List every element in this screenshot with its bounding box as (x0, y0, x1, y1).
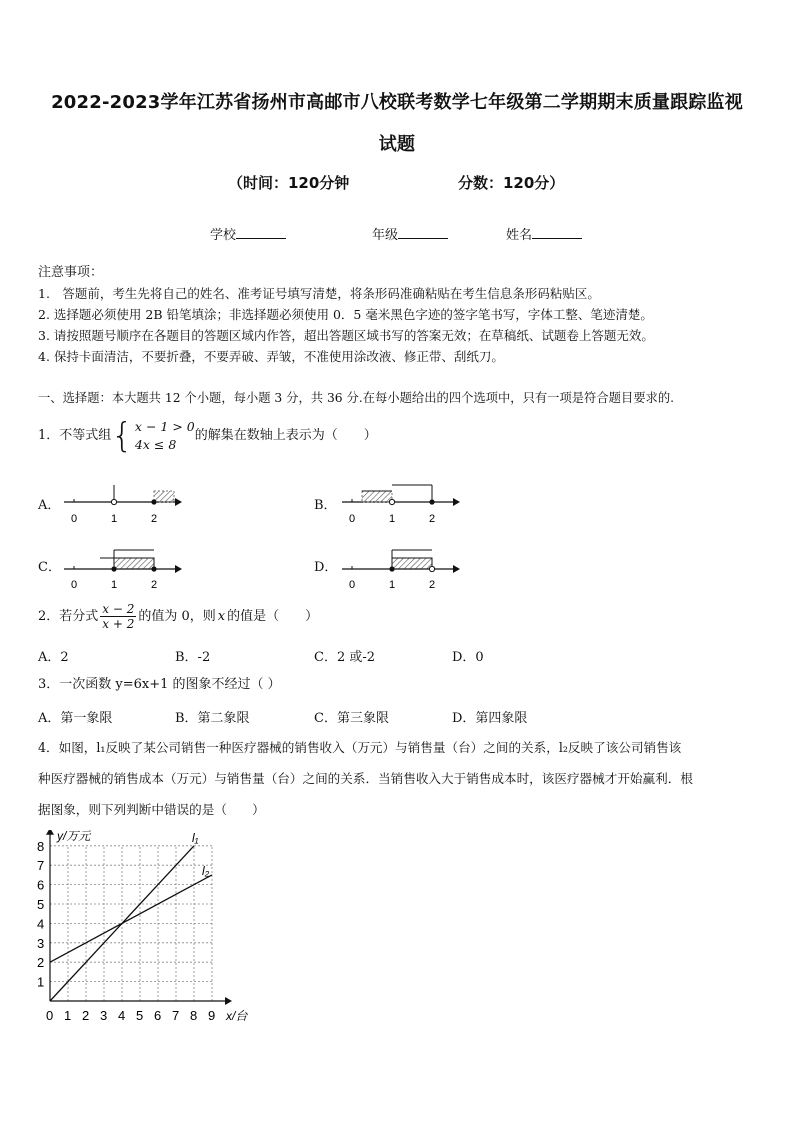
q1-inequality-system (111, 418, 194, 454)
q3-option-b[interactable]: B．第二象限 (175, 711, 250, 726)
tick-label: 2 (429, 513, 436, 525)
grade-label: 年级 (372, 228, 399, 243)
series-label-1: l₁ (192, 830, 199, 845)
q2-fraction (100, 602, 136, 631)
x-tick-label: 7 (172, 1008, 180, 1023)
y-axis-label: y/万元 (57, 830, 91, 843)
tick-label: 1 (111, 579, 118, 590)
notes-heading: 注意事项： (38, 265, 104, 280)
shaded-region (392, 558, 432, 569)
shaded-region (154, 491, 174, 502)
solid-dot (151, 499, 156, 504)
school-blank[interactable] (236, 226, 286, 239)
note-item-1: 1. 答题前，考生先将自己的姓名、准考证号填写清楚，将条形码准确粘贴在考生信息条形码粘贴区。 (38, 286, 600, 301)
solid-dot (389, 566, 394, 571)
q2-mid: 的值为 0，则 (138, 608, 216, 624)
tick-label: 1 (111, 513, 118, 525)
x-tick-label: 5 (136, 1008, 144, 1023)
q2-denominator: x + 2 (102, 617, 135, 631)
q1-option-d-label[interactable]: D． (314, 560, 338, 575)
grade-field (372, 224, 448, 243)
tick-label: 0 (349, 579, 356, 590)
note-item-2: 2. 选择题必须使用 2B 铅笔填涂；非选择题必须使用 0．5 毫米黑色字迹的签字笔书写，字体工整、笔迹清楚。 (38, 307, 653, 322)
q1-ineq-1: x − 1 > 0 (134, 419, 195, 434)
series-label-2: l₂ (202, 863, 210, 878)
series-line-2 (50, 875, 212, 962)
tick-label: 1 (389, 513, 396, 525)
y-tick-label: 2 (37, 955, 45, 971)
school-field (210, 224, 286, 243)
q3-option-c[interactable]: C．第三象限 (314, 711, 389, 726)
y-tick-label: 5 (37, 897, 45, 912)
q2-var: x (217, 608, 226, 624)
arrow-icon (453, 498, 460, 506)
q3-option-a[interactable]: A．第一象限 (38, 711, 113, 726)
name-label: 姓名 (506, 228, 533, 243)
q1-prefix: 1．不等式组 (38, 428, 112, 443)
x-tick-label: 0 (46, 1008, 54, 1023)
grade-blank[interactable] (398, 226, 448, 239)
q2-suffix: 的值是（ ） (227, 608, 319, 624)
q3-option-d[interactable]: D．第四象限 (452, 711, 528, 726)
y-axis-arrow-icon (46, 830, 54, 835)
question-2-stem (38, 602, 318, 631)
x-tick-label: 2 (82, 1008, 90, 1023)
q1-suffix: 的解集在数轴上表示为（ ） (194, 428, 377, 443)
exam-score: 分数：120分） (458, 174, 565, 192)
y-tick-label: 1 (37, 974, 45, 990)
x-tick-label: 3 (100, 1008, 108, 1023)
tick-label: 2 (151, 513, 158, 525)
name-blank[interactable] (532, 226, 582, 239)
q2-prefix: 2．若分式 (38, 608, 99, 624)
tick-label: 2 (151, 579, 158, 590)
arrow-icon (175, 565, 182, 573)
q2-option-d[interactable]: D．0 (452, 650, 484, 665)
question-4-line-1: 4．如图，l₁反映了某公司销售一种医疗器械的销售收入（万元）与销售量（台）之间的关系，l₂反映了该公司销售该 (38, 740, 682, 755)
q2-option-b[interactable]: B．-2 (175, 650, 211, 665)
section-heading: 一、选择题：本大题共 12 个小题，每小题 3 分，共 36 分.在每小题给出的四个选项中，只有一项是符合题目要求的. (38, 391, 675, 405)
tick-label: 0 (71, 513, 78, 525)
tick-label: 2 (429, 579, 436, 590)
x-tick-label: 8 (190, 1008, 198, 1023)
x-tick-label: 6 (154, 1008, 162, 1023)
solid-dot (111, 566, 116, 571)
q2-option-c[interactable]: C．2 或-2 (314, 650, 376, 665)
solid-dot (429, 499, 434, 504)
note-item-3: 3. 请按照题号顺序在各题目的答题区域内作答，超出答题区域书写的答案无效；在草稿纸、试题卷上答题无效。 (38, 328, 654, 343)
page-title-line2: 试题 (378, 134, 416, 155)
school-label: 学校 (210, 228, 237, 243)
y-tick-label: 3 (37, 935, 45, 951)
q1-option-b-numberline (338, 482, 468, 528)
arrow-icon (453, 565, 460, 573)
q1-ineq-2: 4x ≤ 8 (134, 437, 177, 452)
q4-chart (30, 830, 260, 1056)
open-dot (429, 566, 434, 571)
arrow-icon (175, 498, 182, 506)
question-3-stem: 3．一次函数 y=6x+1 的图象不经过（ ） (38, 677, 281, 692)
note-item-4: 4. 保持卡面清洁，不要折叠，不要弄破、弄皱，不准使用涂改液、修正带、刮纸刀。 (38, 349, 504, 364)
solid-dot (151, 566, 156, 571)
q1-option-a-numberline (60, 482, 190, 528)
q1-option-b-label[interactable]: B． (314, 498, 337, 513)
tick-label: 0 (71, 579, 78, 590)
question-1-stem (38, 418, 377, 454)
question-4-line-2: 种医疗器械的销售成本（万元）与销售量（台）之间的关系．当销售收入大于销售成本时，该医疗器械才开始赢利．根 (38, 771, 693, 786)
open-dot (389, 499, 394, 504)
exam-time: （时间：120分钟 (228, 174, 350, 192)
x-tick-label: 1 (64, 1008, 72, 1023)
tick-label: 1 (389, 579, 396, 590)
q2-option-a[interactable]: A．2 (38, 650, 69, 665)
y-tick-label: 6 (37, 877, 45, 893)
q1-option-d-numberline (338, 544, 468, 590)
x-axis-label: x/台 (226, 1009, 248, 1023)
brace-icon: { (111, 416, 133, 456)
shaded-region (114, 558, 154, 569)
name-field (506, 224, 582, 243)
question-4-line-3: 据图象，则下列判断中错误的是（ ） (38, 802, 265, 817)
q2-numerator: x − 2 (102, 602, 135, 616)
x-tick-label: 9 (208, 1008, 216, 1023)
open-dot (111, 499, 116, 504)
x-tick-label: 4 (118, 1008, 126, 1023)
q1-option-c-label[interactable]: C． (38, 560, 61, 575)
q1-option-a-label[interactable]: A． (38, 498, 61, 513)
x-axis-arrow-icon (225, 997, 232, 1005)
shaded-region (362, 491, 392, 502)
tick-label: 0 (349, 513, 356, 525)
y-tick-label: 7 (37, 858, 45, 874)
q1-option-c-numberline (60, 544, 190, 590)
y-tick-label: 4 (37, 916, 45, 932)
page-title: 2022-2023学年江苏省扬州市高邮市八校联考数学七年级第二学期期末质量跟踪监视 (51, 92, 743, 113)
y-tick-label: 8 (37, 838, 45, 854)
